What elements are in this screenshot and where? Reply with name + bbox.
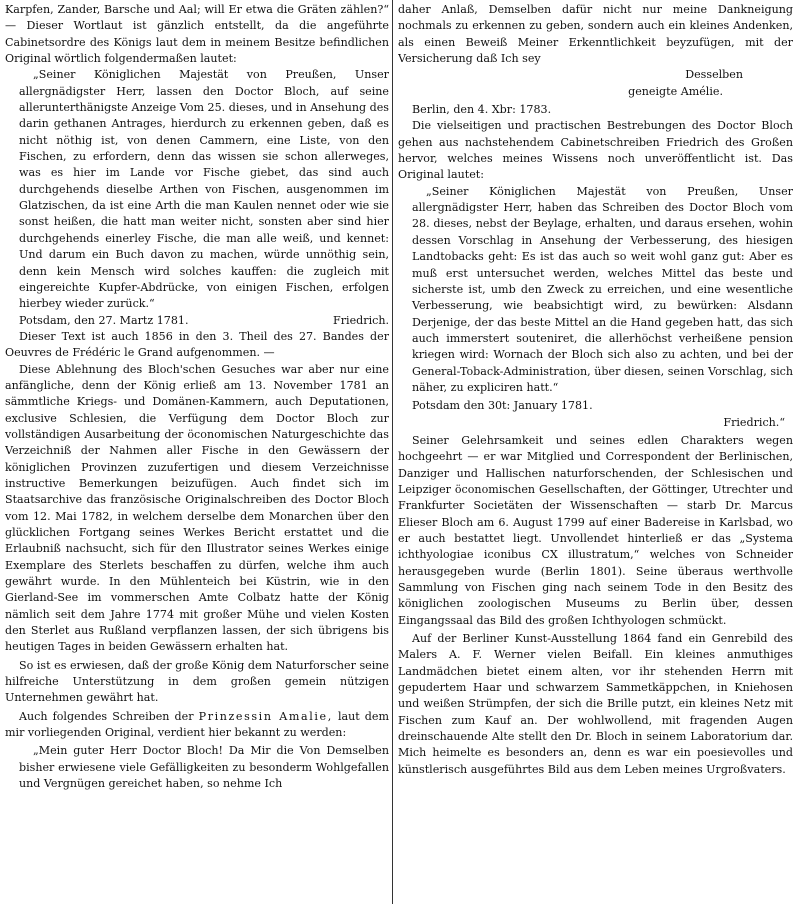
signature: Friedrich.“ bbox=[723, 415, 785, 429]
quoted-cabinet-order: „Seiner Königlichen Majestät von Preußen, Unser allergnädigster Herr, lassen den Doctor Bloch, auf seine allerunterthänigste Anzeige Vom 25. dieses, und in Ansehung des darin gethanen Antrages, hierdurch zu erkennen geben, daß es nicht nöthig ist, von denen Cammern, eine Liste, von den Fischen, zu erfordern, denn das wissen sie schon allerweges, was es hier im Lande vor Fische giebet, das sind auch durchgehends dieselbe Arthen von Fischen, ausgenommen im Glatzischen, da ist eine Arth die man Kaulen nennet oder wie sie sonst heißen, die hatt man weiter nicht, sonsten aber sind hier durchgehends einerley Fische, die man alle weiß, und kennet: Und darum ein Buch davon zu machen, würde unnöthig sein, denn kein Mensch wird solches kauffen: die zugleich mit eingereichte Kupfer-Abdrücke, von einigen Fischen, erfolgen hierbey wieder zurück.“ bbox=[19, 68, 389, 311]
paragraph: Auf der Berliner Kunst-Ausstellung 1864 fand ein Genrebild des Malers A. F. Werner vielen Beifall. Ein kleines anmuthiges Landmädchen bietet einem alten, vor ihr stehenden Herrn mit gepudertem Haar und schwarzem Sammetkäppchen, in Kniehosen und weißen Strümpfen, der sich die Brille putzt, ein kleines Netz mit Fischen zum Kauf an. Der wohlwollend, mit fragenden Augen dreinschauende Alte stellt den Dr. Bloch in seinem Laboratorium dar. Mich heimelte es besonders an, denn es war ein poesievolles und künstlerisch ausgeführtes Bild aus dem Leben meines Urgroßvaters. bbox=[398, 632, 793, 776]
dateline bbox=[5, 313, 389, 329]
signature: Friedrich. bbox=[333, 313, 389, 327]
spaced-name: Prinzessin Amalie, bbox=[198, 709, 333, 723]
paragraph: Seiner Gelehrsamkeit und seines edlen Charakters wegen hochgeehrt — er war Mitglied und Correspondent der Berlinischen, Danziger und Hallischen naturforschenden, der Schlesischen und Leipziger öconomischen Gesellschaften, der Göttinger, Utrechter und Frankfurter Societäten der Wissenschaften — starb Dr. Marcus Elieser Bloch am 6. August 1799 auf einer Badereise in Karlsbad, wo er auch bestattet liegt. Unvollendet hinterließ er das „Systema ichthyologiae iconibus CX illustratum,“ welches von Schneider herausgegeben wurde (Berlin 1801). Seine überaus werthvolle Sammlung von Fischen ging nach seinem Tode in den Besitz des königlichen zoologischen Museums zu Berlin über, dessen Eingangssaal das Bild des großen Ichthyologen schmückt. bbox=[398, 433, 793, 627]
paragraph-text: Auch folgendes Schreiben der bbox=[19, 709, 194, 723]
quoted-cabinet-letter: „Seiner Königlichen Majestät von Preußen, Unser allergnädigster Herr, haben das Schreiben des Doctor Bloch vom 28. dieses, nebst der Beylage, erhalten, und daraus ersehen, wohin dessen Vorschlag in Ansehung der Verbesserung, des hiesigen Landtobacks geht: Es ist das auch so weit wohl ganz gut: Aber es muß erst untersuchet werden, welches Mittel das beste und sicherste ist, umb den Zweck zu erreichen, und eine wesentliche Verbesserung, wie beabsichtigt wird, zu bewürken: Alsdann Derjenige, der das beste Mittel an die Hand gegeben hatt, das sich auch immerstert souteniret, die allerhöchst verheißene pension kriegen wird: Wornach der Bloch sich also zu achten, und bei der General-Toback-Administration, über diesen, seinen Vorschlag, sich näher, zu expliciren hatt.“ bbox=[412, 184, 793, 394]
paragraph: daher Anlaß, Demselben dafür nicht nur meine Dankneigung nochmals zu erkennen zu geben, sondern auch ein kleines Andenken, als einen Beweiß Meiner Erkenntlichkeit beyzufügen, mit der Versicherung daß Ich sey bbox=[398, 3, 793, 66]
paragraph: Karpfen, Zander, Barsche und Aal; will Er etwa die Gräten zählen?“ — Dieser Wortlaut ist gänzlich entstellt, da die angeführte Cabinetsordre des Königs laut dem in meinem Besitze befindlichen Original wörtlich folgendermaßen lautet: bbox=[5, 3, 389, 66]
paragraph bbox=[5, 709, 389, 742]
column-divider bbox=[392, 0, 393, 904]
paragraph: Diese Ablehnung des Bloch'schen Gesuches war aber nur eine anfängliche, denn der König erließ am 13. November 1781 an sämmtliche Kriegs- und Domänen-Kammern, auch Deputationen, exclusive Schlesien, die Verfügung dem Doctor Bloch zur vollständigen Ausarbeitung der öconomischen Naturgeschichte das Verzeichniß der Nahmen aller Fische in den Gewässern der königlichen Provinzen zuzufertigen und diesem Verzeichnisse instructive Bemerkungen beizufügen. Auch findet sich im Staatsarchive das französische Originalschreiben des Doctor Bloch vom 12. Mai 1782, in welchem derselbe dem Monarchen über den glücklichen Fortgang seines Werkes Bericht erstattet und die Erlaubniß nachsucht, sich für den Illustrator seines Werkes einige Exemplare des Sterlets beschaffen zu dürfen, welche ihm auch gewährt wurde. In den Mühlenteich bei Küstrin, wie in den Gierland-See im vommerschen Amte Colbatz hatte der König nämlich seit dem Jahre 1774 mit großer Mühe und vielen Kosten den Sterlet aus Rußland verpflanzen lassen, der sich übrigens bis heutigen Tages in beiden Gewässern erhalten hat. bbox=[5, 362, 389, 654]
paragraph-text: laut dem mir vorliegenden Original, verdient hier bekannt zu werden: bbox=[5, 709, 389, 740]
quoted-letter: „Mein guter Herr Doctor Bloch! Da Mir die Von Demselben bisher erwiesene viele Gefälligkeiten zu besonderm Wohlgefallen und Vergnügen gereichet haben, so nehme Ich bbox=[19, 744, 389, 791]
closing: Desselben bbox=[685, 68, 743, 82]
right-column bbox=[398, 2, 793, 904]
dateline: Berlin, den 4. Xbr: 1783. bbox=[412, 103, 552, 117]
paragraph: So ist es erwiesen, daß der große König dem Naturforscher seine hilfreiche Unterstützung in dem großen gemein nützigen Unternehmen gewährt hat. bbox=[5, 658, 389, 705]
dateline: Potsdam den 30t: January 1781. bbox=[412, 399, 593, 413]
paragraph: Dieser Text ist auch 1856 in den 3. Theil des 27. Bandes der Oeuvres de Frédéric le Grand aufgenommen. — bbox=[5, 329, 389, 360]
left-column bbox=[5, 2, 389, 904]
dateline-place: Potsdam, den 27. Martz 1781. bbox=[19, 313, 189, 327]
signature: geneigte Amélie. bbox=[628, 84, 723, 98]
paragraph: Die vielseitigen und practischen Bestrebungen des Doctor Bloch gehen aus nachstehendem Cabinetschreiben Friedrich des Großen hervor, welches meines Wissens noch unveröffentlicht ist. Das Original lautet: bbox=[398, 119, 793, 182]
